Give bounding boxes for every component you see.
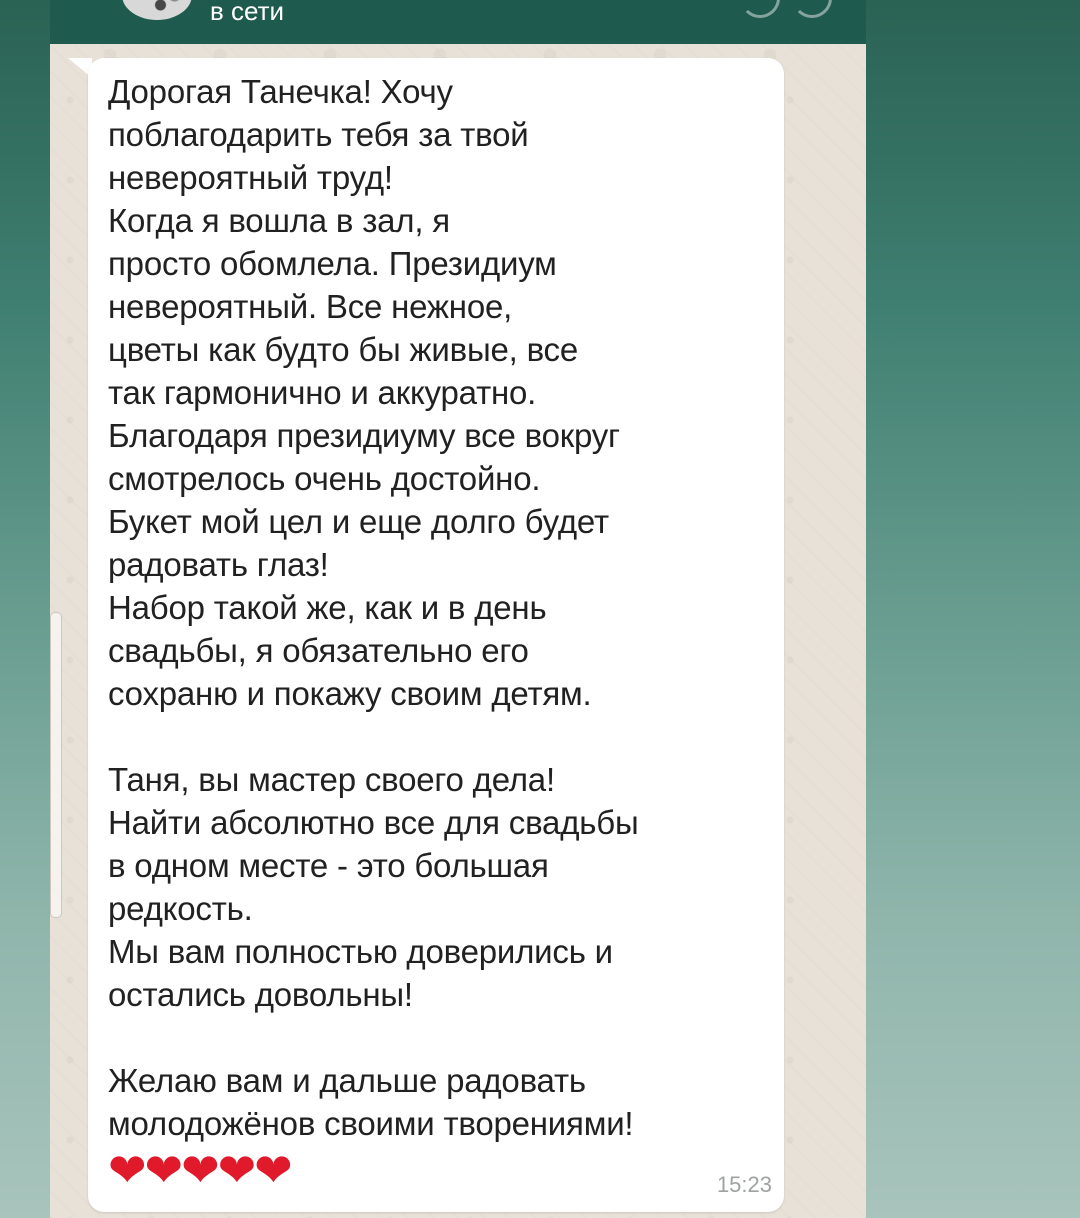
voice-call-icon[interactable]: [792, 0, 832, 18]
chat-screen: [50, 0, 866, 1218]
chat-header: [50, 0, 866, 44]
video-call-icon[interactable]: [740, 0, 780, 18]
message-bubble[interactable]: [88, 58, 784, 1212]
heart-emoji-row: ❤❤❤❤❤: [108, 1144, 291, 1196]
side-scroll-indicator[interactable]: [50, 612, 62, 918]
message-time: 15:23: [716, 1172, 772, 1197]
contact-avatar[interactable]: [122, 0, 192, 20]
contact-status: в сети: [210, 0, 285, 26]
message-text: Дорогая Танечка! Хочу поблагодарить тебя за твой невероятный труд! Когда я вошла в зал, я просто обомлела. Президиум невероятный. Все нежное, цветы как будто бы живые, все так гармонично и аккуратно. Благодаря президиуму все вокруг смотрелось очень достойно. Букет мой цел и еще долго будет радовать глаз! Набор такой же, как и в день свадьбы, я обязательно его сохраню и покажу своим детям. Таня, вы мастер своего дела! Найти абсолютно все для свадьбы в одном месте - это большая редкость. Мы вам полностью доверились и остались довольны! Желаю вам и дальше радовать молодожёнов своими творениями!: [108, 73, 639, 1142]
